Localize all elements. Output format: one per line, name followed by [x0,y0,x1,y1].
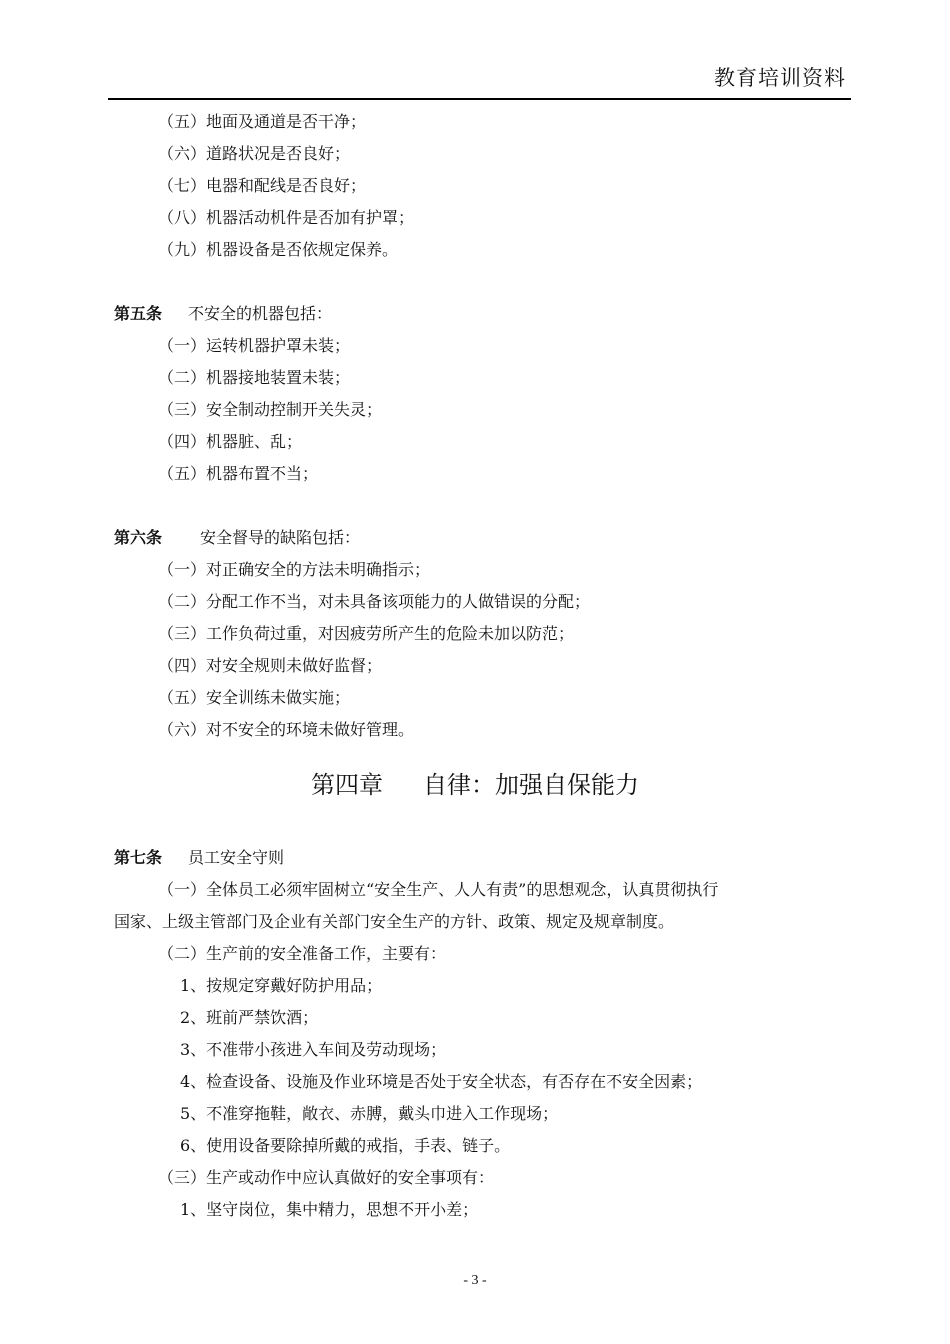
list-item: （三）安全制动控制开关失灵； [158,400,383,419]
article-title: 不安全的机器包括： [188,304,333,323]
list-item: 4、检查设备、设施及作业环境是否处于安全状态，有否存在不安全因素； [180,1072,703,1091]
list-item: （一）运转机器护罩未装； [158,336,351,355]
list-item: （六）道路状况是否良好； [158,144,351,163]
article-title: 安全督导的缺陷包括： [200,528,361,547]
article-label: 第六条 [114,528,163,547]
chapter-heading [0,770,950,800]
list-item: （五）地面及通道是否干净； [158,112,367,131]
list-item: （六）对不安全的环境未做好管理。 [158,720,415,739]
list-item: （五）机器布置不当； [158,464,319,483]
chapter-number: 第四章 [311,771,383,799]
list-item: （三）工作负荷过重，对因疲劳所产生的危险未加以防范； [158,624,575,643]
list-item: 5、不准穿拖鞋，敞衣、赤膊，戴头巾进入工作现场； [180,1104,559,1123]
paragraph-line: 国家、上级主管部门及企业有关部门安全生产的方针、政策、规定及规章制度。 [114,912,675,931]
list-item: （四）对安全规则未做好监督； [158,656,383,675]
list-item: （二）分配工作不当，对未具备该项能力的人做错误的分配； [158,592,591,611]
list-item: 3、不准带小孩进入车间及劳动现场； [180,1040,447,1059]
paragraph-line: （一）全体员工必须牢固树立“安全生产、人人有责”的思想观念，认真贯彻执行 [158,880,719,899]
article-heading [114,528,360,548]
list-item: 1、坚守岗位，集中精力，思想不开小差； [180,1200,479,1219]
list-item: （九）机器设备是否依规定保养。 [158,240,399,259]
list-item: （七）电器和配线是否良好； [158,176,367,195]
list-item: （二）机器接地装置未装； [158,368,351,387]
article-heading [114,848,284,868]
list-item: （八）机器活动机件是否加有护罩； [158,208,415,227]
sub-heading: （二）生产前的安全准备工作，主要有： [158,944,447,963]
header-divider [108,98,851,100]
article-title: 员工安全守则 [188,848,285,867]
article-heading [114,304,332,324]
sub-heading: （三）生产或动作中应认真做好的安全事项有： [158,1168,495,1187]
list-item: 6、使用设备要除掉所戴的戒指，手表、链子。 [180,1136,511,1155]
list-item: （四）机器脏、乱； [158,432,303,451]
header-title: 教育培训资料 [714,66,846,90]
list-item: 2、班前严禁饮酒； [180,1008,319,1027]
page-number: - 3 - [463,1273,487,1288]
chapter-title: 自律：加强自保能力 [423,771,639,799]
list-item: （一）对正确安全的方法未明确指示； [158,560,431,579]
list-item: （五）安全训练未做实施； [158,688,351,707]
list-item: 1、按规定穿戴好防护用品； [180,976,383,995]
article-label: 第五条 [114,304,163,323]
article-label: 第七条 [114,848,163,867]
